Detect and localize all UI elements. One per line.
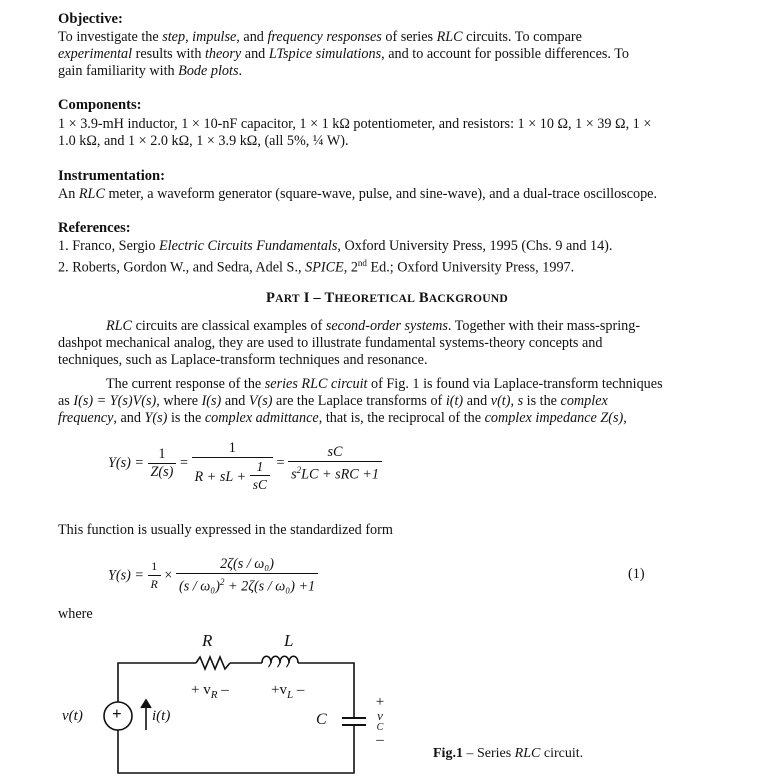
standardized-text: This function is usually expressed in the standardized form [58,522,393,538]
bottom-wire [118,725,354,773]
reference-1: 1. Franco, Sergio Electric Circuits Fundamentals, Oxford University Press, 1995 (Chs. 9 and 14). [58,238,613,254]
components-text: 1 × 3.9-mH inductor, 1 × 10-nF capacitor, 1 × 1 kΩ potentiometer, and resistors: 1 × 10 Ω, 1 × 39 Ω, 1 × 1.0 kΩ, and 1 × 2.0 kΩ, 1 × 3.9 kΩ, (all 5%, ¼ W). [58,116,652,149]
admittance-equation: Y(s) = $\frac{1}{Z(s)}$ = 1 R + sL + $\frac{1}{sC}$ = $\frac{sC}{s^2LC + sRC +1}$ [108,440,382,493]
capacitor-voltage-label: + v C – [375,694,385,748]
inductor-voltage-label: $+v_L$ – [271,682,305,701]
figure-caption: Fig.1 – Series RLC circuit. [433,746,584,761]
paragraph-intro: RLC circuits are classical examples of second-order systems. Together with their mass-spring- dashpot mechanical analog, they are used to illustrate fundamental systems-theory concepts and techniques, such as Laplace-transform techniques and resonance. [58,318,641,368]
objective-heading: Objective: [58,11,123,27]
resistor-symbol [196,657,230,669]
current-label: i(t) [152,708,171,724]
reference-2: 2. Roberts, Gordon W., and Sedra, Adel S., SPICE, 2nd Ed.; Oxford University Press, 1997. [58,258,575,276]
top-right-wire [298,663,354,718]
source-voltage-label: v(t) [62,708,83,724]
objective-text: To investigate the step, impulse, and frequency responses of series RLC circuits. To compare experimental results with theory and LTspice simulations, and to account for possible differences. To gain familiarity with Bode plots. [58,29,630,79]
inductor-symbol [262,656,298,663]
resistor-label: R [202,631,213,650]
instrumentation-heading: Instrumentation: [58,168,166,184]
instrumentation-text: An RLC meter, a waveform generator (square-wave, pulse, and sine-wave), and a dual-trace oscilloscope. [58,186,658,202]
capacitor-label: C [316,711,327,728]
where-text: where [58,606,93,622]
top-left-wire [118,663,196,702]
resistor-voltage-label: + $v_R$ – [191,682,229,701]
source-plus-sign: + [112,704,122,723]
part-title: PART I – THEORETICAL BACKGROUND [266,290,508,306]
components-heading: Components: [58,97,142,113]
standardized-equation: Y(s) = $\frac{1}{R}$ × $\frac{\text{2ζ(s / ω₀)}}{(s / \omega_0)^2 + 2\zeta(s / \omega_0) +1}$ [108,556,318,596]
paragraph-laplace: The current response of the series RLC circuit of Fig. 1 is found via Laplace-transform techniques as I(s) = Y(s)V(s), where I(s) and V(s) are the Laplace transforms of i(t) and v(t), s is the complex frequency, and Y(s) is the complex admittance, that is, the reciprocal of the complex impedance Z(s), [58,376,663,426]
references-heading: References: [58,220,131,236]
equation-number: (1) [628,566,645,582]
inductor-label: L [284,631,294,650]
